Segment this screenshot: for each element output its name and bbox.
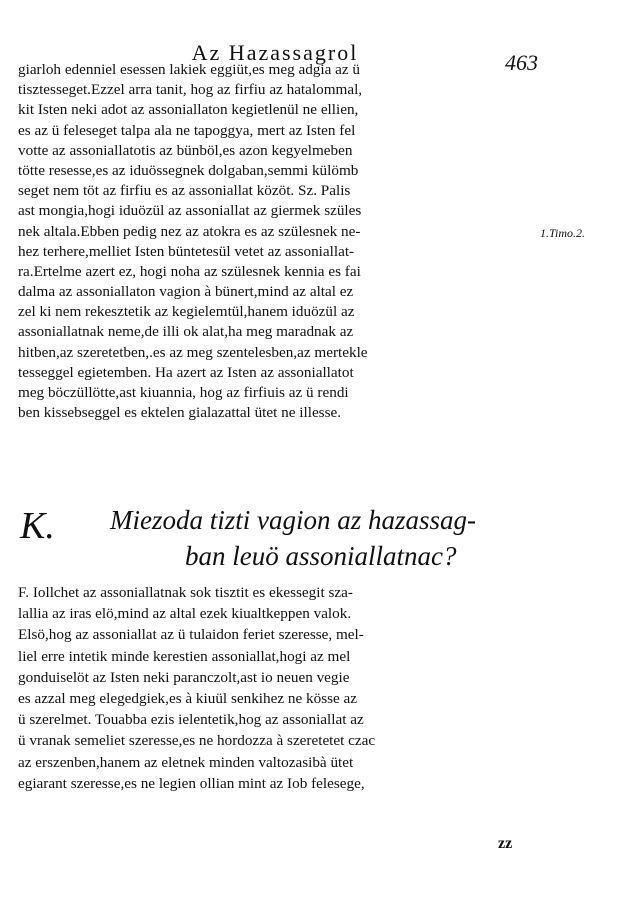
text-line: hitben,az szeretetben,.es az meg szentelesben,az mertekle xyxy=(18,343,368,361)
text-line: Elsö,hog az assoniallat az ü tulaidon feriet szeresse, mel- xyxy=(18,626,364,644)
text-line: kit Isten neki adot az assoniallaton kegietlenül ne ellien, xyxy=(18,101,359,119)
text-line: gonduiselöt az Isten neki paranczolt,ast io neuen vegie xyxy=(18,668,350,686)
text-line: lallia az iras elö,mind az altal ezek kiualtkeppen valok. xyxy=(18,605,352,623)
running-title: Az Hazassagrol xyxy=(191,40,359,65)
text-line: F. Iollchet az assoniallatnak sok tisztit es ekessegit sza- xyxy=(18,584,353,601)
catchword: zz xyxy=(498,835,513,852)
text-line: tesseggel egietemben. Ha azert az Isten az assoniallatot xyxy=(18,363,354,381)
text-line: es az ü feleseget talpa ala ne tapoggya, mert az Isten fel xyxy=(18,121,356,139)
text-line: egiarant szeresse,es ne legien ollian mint az Iob felesege, xyxy=(18,774,365,792)
text-line: es azzal meg elegedgiek,es à kiuül senkihez ne kösse az xyxy=(18,689,358,707)
text-line: zel ki nem rekesztetik az kegielemtül,hanem iduözül az xyxy=(18,303,355,321)
text-line: ü szerelmet. Touabba ezis ielentetik,hog az assoniallat az xyxy=(18,711,364,729)
answer-paragraph xyxy=(18,582,538,794)
text-line: tisztesseget.Ezzel arra tanit, hog az firfiu az hatalommal, xyxy=(18,81,363,99)
text-line: votte az assoniallatotis az bünböl,es azon kegyelmeben xyxy=(18,141,353,159)
text-line: ben kissebseggel es ektelen gialazattal ütet ne illesse. xyxy=(18,404,342,422)
question-heading xyxy=(110,502,540,574)
question-line-1: Miezoda tizti vagion az hazassag- xyxy=(110,505,477,535)
text-line: meg böczüllötte,ast kiuannia, hog az firfiuis az ü rendi xyxy=(18,384,349,401)
text-line: seget nem töt az firfiu es az assoniallat közöt. Sz. Palis xyxy=(18,182,351,200)
text-line: giarloh edenniel esessen lakiek eggiüt,es meg adgia az ü xyxy=(18,61,361,78)
text-line: assoniallatnak neme,de illi ok alat,ha meg maradnak az xyxy=(18,323,354,341)
text-line: ü vranak semeliet szeresse,es ne hordozza à szeretetet czac xyxy=(18,732,376,750)
body-paragraph xyxy=(18,60,538,423)
text-line: hez terhere,melliet Isten büntetesül vetet az assoniallat- xyxy=(18,242,355,260)
question-marker: K. xyxy=(20,505,55,547)
text-line: ra.Ertelme azert ez, hogi noha az szülesnek kennia es fai xyxy=(18,262,361,280)
question-line-2: ban leuö assoniallatnac? xyxy=(185,541,457,571)
text-line: ast mongia,hogi iduözül az assoniallat az giermek szüles xyxy=(18,202,362,220)
text-line: liel erre intetik minde kerestien assoniallat,hogi az mel xyxy=(18,647,351,665)
marginal-note: 1.Timo.2. xyxy=(540,226,586,240)
text-line: nek altala.Ebben pedig nez az atokra es az szülesnek ne- xyxy=(18,222,361,240)
text-line: tötte resesse,es az iduössegnek dolgaban,semmi külömb xyxy=(18,161,359,179)
text-line: dalma az assoniallaton vagion à bünert,mind az altal ez xyxy=(18,283,354,301)
page-number: 463 xyxy=(505,50,538,75)
text-line: az erszenben,hanem az eletnek minden valtozasibà ütet xyxy=(18,753,354,771)
